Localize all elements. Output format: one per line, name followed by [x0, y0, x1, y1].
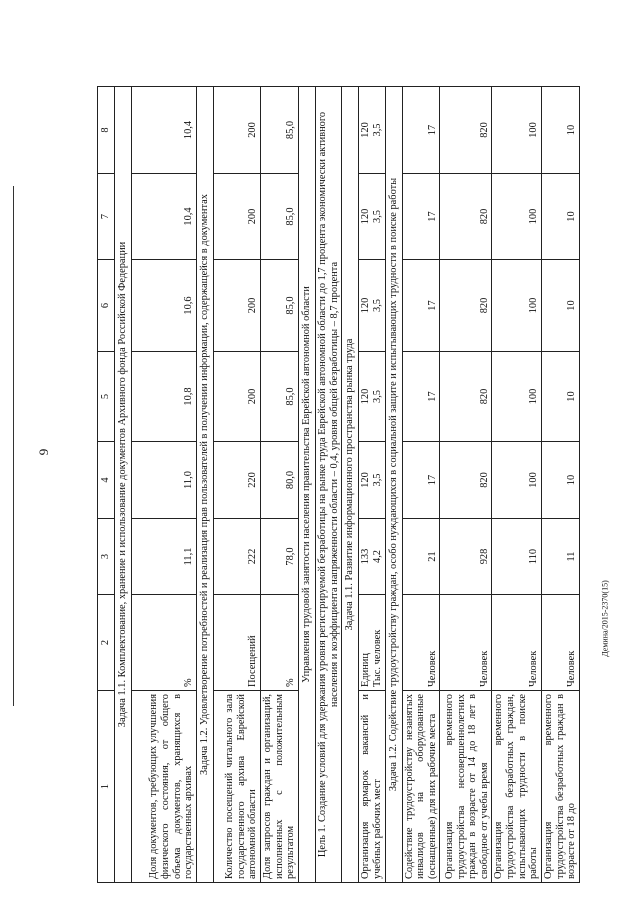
value-cell: 200 — [214, 174, 261, 260]
table-row — [214, 87, 261, 883]
table-row — [261, 87, 299, 883]
value-cell: 10,4 — [132, 87, 197, 174]
value-cell: 17 — [402, 442, 440, 519]
value-cell: 100 — [492, 352, 542, 442]
section-row — [197, 87, 214, 883]
value-cell: 120 3,5 — [359, 260, 385, 352]
value-cell: 222 — [214, 519, 261, 595]
value-cell: 11,0 — [132, 442, 197, 519]
unit-cell: Человек — [440, 595, 492, 691]
header-cell: 4 — [98, 442, 115, 519]
indicator-name: Организация временного трудоустройства безработных граждан, испытывающих трудности в поиске работы — [492, 691, 542, 883]
value-cell: 10 — [542, 352, 580, 442]
value-cell: 10 — [542, 260, 580, 352]
indicator-name: Организация временного трудоустройства безработных граждан в возрасте от 18 до — [542, 691, 580, 883]
value-cell: 10,6 — [132, 260, 197, 352]
value-cell: 100 — [492, 442, 542, 519]
indicator-name: Количество посещений читального зала государственного архива Еврейской автономной области — [214, 691, 261, 883]
value-cell: 11,1 — [132, 519, 197, 595]
value-cell: 85,0 — [261, 352, 299, 442]
value-cell: 10 — [542, 87, 580, 174]
value-cell: 21 — [402, 519, 440, 595]
unit-cell: % — [261, 595, 299, 691]
section-title: Задача 1.1. Комплектование, хранение и использование документов Архивного фонда Российской Федерации — [115, 87, 132, 883]
unit-cell: Человек — [492, 595, 542, 691]
value-cell: 100 — [492, 174, 542, 260]
margin-rule — [13, 186, 14, 706]
value-cell: 85,0 — [261, 174, 299, 260]
section-title: Управления трудовой занятости населения правительства Еврейской автономной области — [299, 87, 316, 883]
indicator-name: Доля документов, требующих улучшения физического состояния, от общего объема документов, хранящихся в государственных архивах — [132, 691, 197, 883]
value-cell: 120 3,5 — [359, 352, 385, 442]
unit-cell: Человек — [542, 595, 580, 691]
value-cell: 120 3,5 — [359, 87, 385, 174]
indicator-name: Содействие трудоустройству незанятых инвалидов на оборудованные (оснащенные) для них рабочие места — [402, 691, 440, 883]
unit-cell: Единиц Тыс. человек — [359, 595, 385, 691]
value-cell: 80,0 — [261, 442, 299, 519]
header-cell: 5 — [98, 352, 115, 442]
indicators-table — [97, 86, 580, 883]
header-cell: 8 — [98, 87, 115, 174]
value-cell: 200 — [214, 87, 261, 174]
indicator-name: Организация временного трудоустройства несовершеннолетних граждан в возрасте от 14 до 18 лет в свободное от учебы время — [440, 691, 492, 883]
table-container — [97, 87, 601, 883]
value-cell: 220 — [214, 442, 261, 519]
section-row — [299, 87, 316, 883]
value-cell: 10,8 — [132, 352, 197, 442]
value-cell: 928 — [440, 519, 492, 595]
table-row — [492, 87, 542, 883]
document-id: Демина/2015-2370(15) — [600, 580, 610, 657]
table-row — [132, 87, 197, 883]
value-cell: 820 — [440, 260, 492, 352]
value-cell: 100 — [492, 87, 542, 174]
value-cell: 78,0 — [261, 519, 299, 595]
section-title: Задача 1.2. Удовлетворение потребностей и реализация прав пользователей в получении информации, содержащейся в документах — [197, 87, 214, 883]
value-cell: 17 — [402, 87, 440, 174]
value-cell: 820 — [440, 174, 492, 260]
value-cell: 820 — [440, 352, 492, 442]
value-cell: 10,4 — [132, 174, 197, 260]
value-cell: 200 — [214, 260, 261, 352]
value-cell: 17 — [402, 260, 440, 352]
section-title: Задача 1.1. Развитие информационного пространства рынка труда — [342, 87, 359, 883]
value-cell: 820 — [440, 87, 492, 174]
section-row — [115, 87, 132, 883]
value-cell: 17 — [402, 174, 440, 260]
header-cell: 7 — [98, 174, 115, 260]
header-cell: 3 — [98, 519, 115, 595]
unit-cell: Человек — [402, 595, 440, 691]
indicator-name: Доля запросов граждан и организаций, исполненных с положительным результатом — [261, 691, 299, 883]
header-cell: 6 — [98, 260, 115, 352]
section-row — [342, 87, 359, 883]
section-title: Цель 1. Создание условий для удержания уровня регистрируемой безработицы на рынке труда Еврейской автономной области до 1,7 процента экономически активного населения и коэффициента напряженности области – 0,4, уровня общей безработицы – 8,7 процента — [316, 87, 342, 883]
value-cell: 133 4,2 — [359, 519, 385, 595]
value-cell: 17 — [402, 352, 440, 442]
section-row — [316, 87, 342, 883]
value-cell: 10 — [542, 442, 580, 519]
table-row — [542, 87, 580, 883]
section-row — [385, 87, 402, 883]
value-cell: 120 3,5 — [359, 442, 385, 519]
value-cell: 85,0 — [261, 87, 299, 174]
unit-cell: % — [132, 595, 197, 691]
value-cell: 100 — [492, 260, 542, 352]
value-cell: 11 — [542, 519, 580, 595]
indicator-name: Организация ярмарок вакансий и учебных рабочих мест — [359, 691, 385, 883]
rotated-table-area — [97, 87, 601, 883]
header-row — [98, 87, 115, 883]
value-cell: 120 3,5 — [359, 174, 385, 260]
header-cell: 2 — [98, 595, 115, 691]
table-row — [359, 87, 385, 883]
value-cell: 200 — [214, 352, 261, 442]
value-cell: 85,0 — [261, 260, 299, 352]
table-row — [402, 87, 440, 883]
value-cell: 820 — [440, 442, 492, 519]
value-cell: 110 — [492, 519, 542, 595]
table-row — [440, 87, 492, 883]
section-title: Задача 1.2. Содействие трудоустройству граждан, особо нуждающихся в социальной защите и испытывающих трудности в поиске работы — [385, 87, 402, 883]
header-cell: 1 — [98, 691, 115, 883]
value-cell: 10 — [542, 174, 580, 260]
unit-cell: Посещений — [214, 595, 261, 691]
page-number: 9 — [36, 448, 51, 456]
